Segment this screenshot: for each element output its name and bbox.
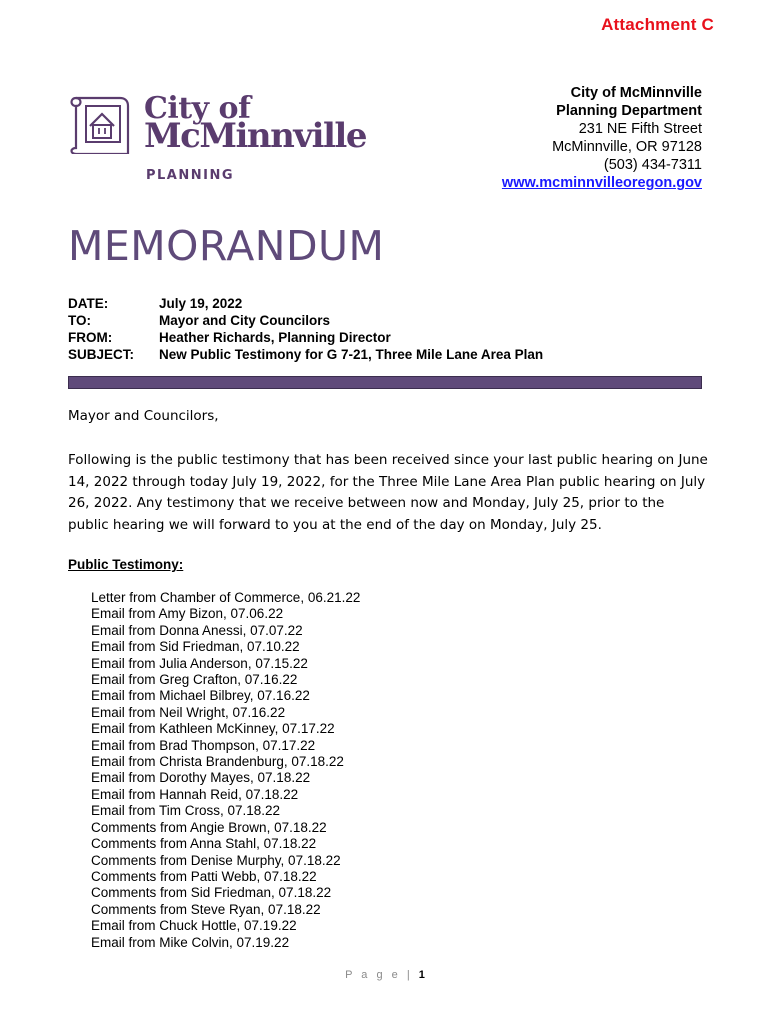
testimony-item: Email from Hannah Reid, 07.18.22 — [91, 786, 299, 802]
testimony-item: Email from Christa Brandenburg, 07.18.22 — [91, 754, 344, 770]
testimony-item: Email from Julia Anderson, 07.15.22 — [91, 655, 308, 671]
page-footer — [0, 969, 770, 981]
testimony-item: Letter from Chamber of Commerce, 06.21.22 — [91, 590, 361, 605]
website-link[interactable]: www.mcminnvilleoregon.gov — [501, 175, 702, 191]
date-row — [68, 295, 543, 312]
testimony-item: Email from Kathleen McKinney, 07.17.22 — [91, 721, 335, 737]
testimony-item: Email from Neil Wright, 07.16.22 — [91, 704, 286, 720]
public-testimony-heading: Public Testimony: — [68, 557, 184, 572]
street-address: 231 NE Fifth Street — [578, 121, 702, 137]
city-state-zip: McMinnville, OR 97128 — [552, 139, 702, 155]
page-number: 1 — [418, 969, 425, 981]
date-label: DATE: — [68, 296, 109, 311]
testimony-item: Email from Chuck Hottle, 07.19.22 — [91, 918, 297, 934]
logo-planning: PLANNING — [146, 168, 235, 183]
dept-name: Planning Department — [556, 103, 702, 119]
salutation: Mayor and Councilors, — [68, 408, 219, 424]
testimony-item: Comments from Sid Friedman, 07.18.22 — [91, 885, 332, 901]
testimony-item: Comments from Denise Murphy, 07.18.22 — [91, 852, 341, 868]
blueprint-house-icon — [68, 92, 138, 154]
logo-mcminnville: McMinnville — [144, 116, 366, 156]
page-label: P a g e | — [345, 969, 413, 981]
testimony-item: Email from Greg Crafton, 07.16.22 — [91, 672, 298, 688]
testimony-item: Email from Sid Friedman, 07.10.22 — [91, 639, 300, 655]
to-label: TO: — [68, 313, 91, 328]
testimony-item: Email from Dorothy Mayes, 07.18.22 — [91, 770, 311, 786]
testimony-item: Email from Brad Thompson, 07.17.22 — [91, 737, 316, 753]
testimony-item: Comments from Steve Ryan, 07.18.22 — [91, 901, 321, 917]
memo-header — [68, 295, 543, 363]
body-paragraph: Following is the public testimony that has been received since your last public hearing on June 14, 2022 through today July 19, 2022, for the Three Mile Lane Area Plan public hearing on July 26, 2022. Any testimony that we receive between now and Monday, July 25, prior to the public hearing we will forward to you at the end of the day on Monday, July 25. — [68, 452, 708, 533]
to-row — [68, 312, 543, 329]
from-label: FROM: — [68, 330, 113, 345]
testimony-item: Comments from Anna Stahl, 07.18.22 — [91, 836, 317, 852]
memo-title: MEMORANDUM — [68, 222, 385, 270]
testimony-item: Comments from Patti Webb, 07.18.22 — [91, 868, 317, 884]
address-block — [502, 84, 702, 192]
phone-number: (503) 434-7311 — [603, 157, 702, 173]
testimony-item: Email from Michael Bilbrey, 07.16.22 — [91, 688, 310, 704]
date-value: July 19, 2022 — [159, 296, 243, 311]
subject-label: SUBJECT: — [68, 347, 135, 362]
attachment-label: Attachment C — [601, 15, 714, 34]
divider-bar — [68, 376, 702, 389]
from-value: Heather Richards, Planning Director — [159, 330, 391, 345]
org-name: City of McMinnville — [570, 85, 702, 101]
testimony-item: Comments from Angie Brown, 07.18.22 — [91, 819, 327, 835]
testimony-item: Email from Tim Cross, 07.18.22 — [91, 803, 281, 819]
logo-city-of: City of — [144, 91, 251, 126]
subject-value: New Public Testimony for G 7-21, Three Mile Lane Area Plan — [159, 347, 544, 362]
city-logo — [68, 92, 428, 192]
testimony-item: Email from Amy Bizon, 07.06.22 — [91, 606, 284, 622]
testimony-list — [91, 590, 360, 951]
testimony-item: Email from Mike Colvin, 07.19.22 — [91, 934, 290, 950]
subject-row — [68, 346, 543, 363]
to-value: Mayor and City Councilors — [159, 313, 331, 328]
testimony-item: Email from Donna Anessi, 07.07.22 — [91, 622, 303, 638]
from-row — [68, 329, 543, 346]
